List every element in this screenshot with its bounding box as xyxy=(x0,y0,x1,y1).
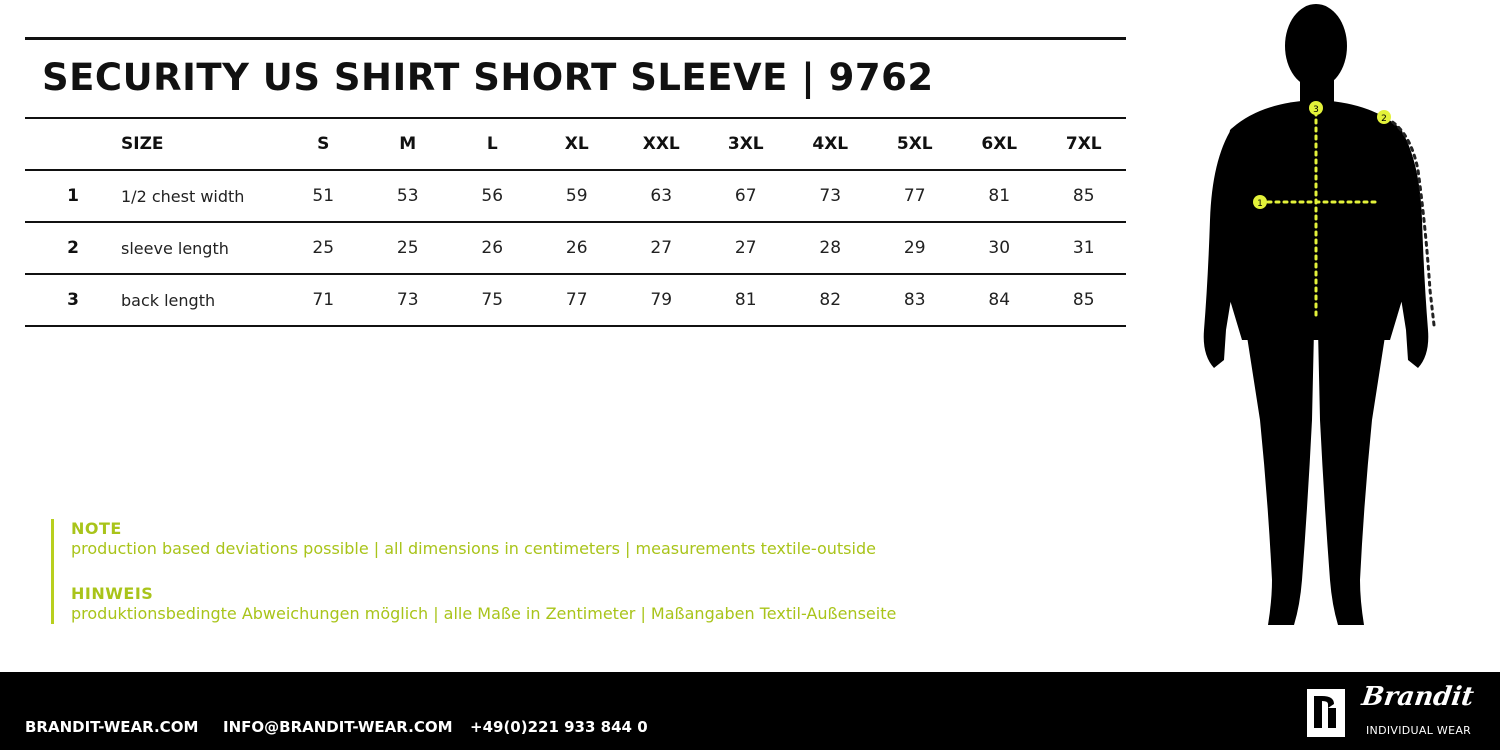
size-header-6xl: 6XL xyxy=(981,134,1018,154)
size-header-l: L xyxy=(486,134,498,154)
size-header-3xl: 3XL xyxy=(727,134,764,154)
row-number: 3 xyxy=(67,290,79,310)
value-cell: 77 xyxy=(565,290,588,310)
note-text: production based deviations possible | all dimensions in centimeters | measurements textile-outside xyxy=(71,539,876,558)
size-header-s: S xyxy=(317,134,330,154)
value-cell: 83 xyxy=(903,290,926,310)
value-cell: 59 xyxy=(565,186,588,206)
body-measurement-figure xyxy=(1190,0,1450,640)
marker-1 xyxy=(1253,195,1267,209)
row-number: 2 xyxy=(67,238,79,258)
value-cell: 29 xyxy=(903,238,926,258)
value-cell: 51 xyxy=(312,186,335,206)
marker-2 xyxy=(1377,110,1391,124)
page-title: SECURITY US SHIRT SHORT SLEEVE | 9762 xyxy=(42,56,934,99)
header-num-cell xyxy=(25,118,121,170)
size-header-xxl: XXL xyxy=(642,134,680,154)
value-cell: 73 xyxy=(396,290,419,310)
footer-phone[interactable]: +49(0)221 933 844 0 xyxy=(470,718,648,736)
row-label: 1/2 chest width xyxy=(121,186,245,206)
value-cell: 56 xyxy=(481,186,504,206)
top-rule xyxy=(25,37,1126,40)
value-cell: 30 xyxy=(988,238,1011,258)
value-cell: 73 xyxy=(819,186,842,206)
svg-text:3: 3 xyxy=(1313,105,1319,115)
value-cell: 25 xyxy=(396,238,419,258)
marker-3 xyxy=(1309,101,1323,115)
size-header-5xl: 5XL xyxy=(896,134,933,154)
size-header-m: M xyxy=(399,134,417,154)
row-label: back length xyxy=(121,290,216,310)
value-cell: 63 xyxy=(650,186,673,206)
table-header-row xyxy=(25,118,1126,170)
brand-logo-wordmark: Brandit xyxy=(1359,682,1476,712)
value-cell: 26 xyxy=(565,238,588,258)
value-cell: 27 xyxy=(650,238,673,258)
svg-text:1: 1 xyxy=(1257,199,1263,209)
footer-email-link[interactable]: INFO@BRANDIT-WEAR.COM xyxy=(223,718,453,736)
header-size-label: SIZE xyxy=(121,134,164,154)
value-cell: 85 xyxy=(1072,186,1095,206)
table-row xyxy=(25,222,1126,274)
size-header-4xl: 4XL xyxy=(812,134,849,154)
brandit-logo-icon xyxy=(1306,688,1346,738)
value-cell: 79 xyxy=(650,290,673,310)
hinweis-heading: HINWEIS xyxy=(71,584,154,603)
row-number: 1 xyxy=(67,186,79,206)
hinweis-text: produktionsbedingte Abweichungen möglich | alle Maße in Zentimeter | Maßangaben Textil-Außenseite xyxy=(71,604,897,623)
footer-bar xyxy=(0,672,1500,750)
value-cell: 85 xyxy=(1072,290,1095,310)
size-chart-table xyxy=(25,117,1126,327)
value-cell: 25 xyxy=(312,238,335,258)
value-cell: 84 xyxy=(988,290,1011,310)
value-cell: 27 xyxy=(734,238,757,258)
value-cell: 81 xyxy=(988,186,1011,206)
value-cell: 53 xyxy=(396,186,419,206)
value-cell: 71 xyxy=(312,290,335,310)
size-header-xl: XL xyxy=(564,134,589,154)
footer-website-link[interactable]: BRANDIT-WEAR.COM xyxy=(25,718,199,736)
value-cell: 28 xyxy=(819,238,842,258)
svg-text:2: 2 xyxy=(1381,114,1387,124)
value-cell: 31 xyxy=(1072,238,1095,258)
value-cell: 67 xyxy=(734,186,757,206)
value-cell: 26 xyxy=(481,238,504,258)
notes-block xyxy=(51,519,896,624)
value-cell: 75 xyxy=(481,290,504,310)
value-cell: 81 xyxy=(734,290,757,310)
value-cell: 77 xyxy=(903,186,926,206)
value-cell: 82 xyxy=(819,290,842,310)
table-row xyxy=(25,274,1126,326)
row-label: sleeve length xyxy=(121,238,229,258)
note-heading: NOTE xyxy=(71,519,122,538)
size-header-7xl: 7XL xyxy=(1065,134,1102,154)
table-row xyxy=(25,170,1126,222)
brand-tagline: INDIVIDUAL WEAR xyxy=(1366,724,1472,737)
